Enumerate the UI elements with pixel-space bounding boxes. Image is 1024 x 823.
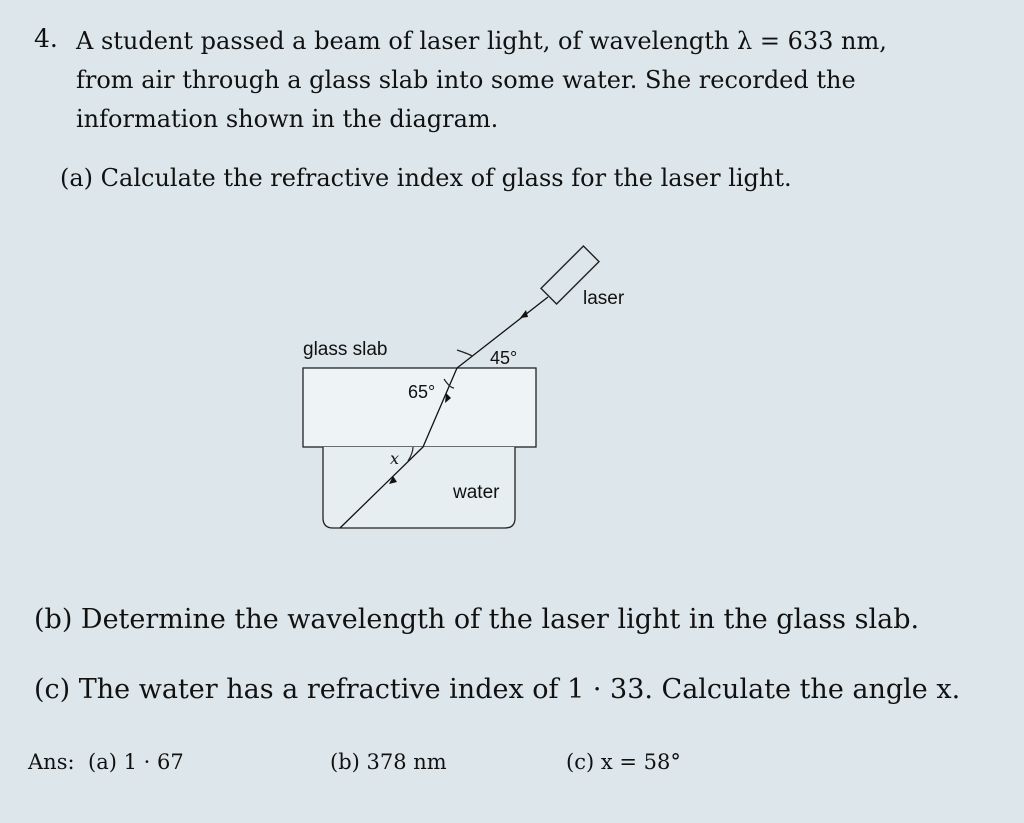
angle-air-label: 45°	[490, 348, 518, 368]
glass-slab	[303, 368, 536, 447]
angle-glass-label: 65°	[408, 382, 436, 402]
question-number: 4.	[34, 24, 58, 53]
intro-line-3: information shown in the diagram.	[76, 105, 499, 133]
intro-line-2: from air through a glass slab into some water. She recorded the	[76, 66, 856, 94]
part-b-text: (b) Determine the wavelength of the laser light in the glass slab.	[34, 604, 920, 635]
part-a-text: (a) Calculate the refractive index of glass for the laser light.	[60, 164, 792, 192]
water-label: water	[453, 482, 500, 503]
question-intro	[76, 22, 976, 139]
part-c-text: (c) The water has a refractive index of 1 · 33. Calculate the angle x.	[34, 674, 961, 705]
laser-label: laser	[583, 288, 625, 309]
answer-b: (b) 378 nm	[330, 750, 447, 774]
angle-arc-air	[457, 350, 472, 356]
intro-line-1: A student passed a beam of laser light, of wavelength λ = 633 nm,	[76, 27, 887, 55]
ray-arrow-air	[520, 310, 528, 318]
angle-x-label: x	[390, 449, 400, 468]
answer-c: (c) x = 58°	[566, 750, 681, 774]
answer-a: (a) 1 · 67	[88, 750, 184, 774]
answers-label: Ans:	[28, 750, 75, 774]
refraction-diagram	[280, 240, 660, 540]
glass-slab-label: glass slab	[303, 339, 388, 360]
